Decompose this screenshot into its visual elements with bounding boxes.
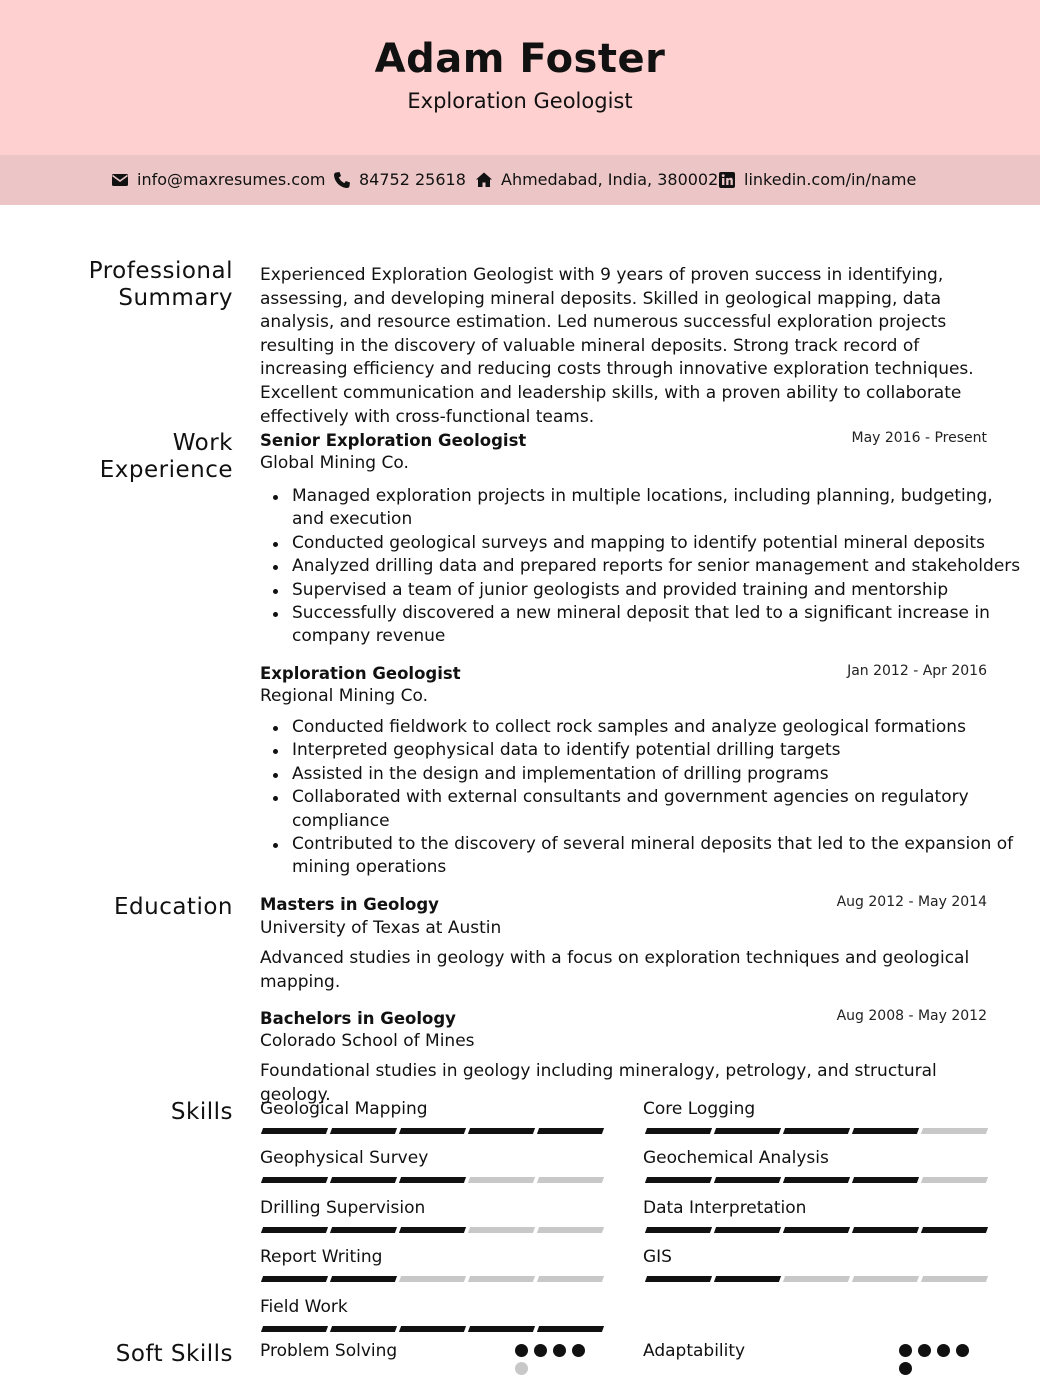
- skill-level-segment: [714, 1177, 781, 1183]
- job-title: Senior Exploration Geologist: [260, 431, 527, 450]
- skill-level-segment: [468, 1128, 535, 1134]
- degree-description: Foundational studies in geology including mineralogy, petrology, and structural geology.: [260, 1061, 937, 1105]
- skill-level-segment: [921, 1177, 988, 1183]
- skill-level-segment: [261, 1128, 328, 1134]
- soft-skill-dot: [899, 1362, 912, 1375]
- skill-rating-bar: [646, 1177, 988, 1183]
- skill-level-segment: [399, 1227, 466, 1233]
- skill-level-segment: [330, 1276, 397, 1282]
- skill-level-segment: [714, 1276, 781, 1282]
- skill-level-segment: [783, 1128, 850, 1134]
- skill-level-segment: [330, 1227, 397, 1233]
- skill-name: Field Work: [260, 1297, 348, 1317]
- contact-phone-text: 84752 25618: [359, 170, 466, 189]
- skill-name: Geological Mapping: [260, 1099, 428, 1119]
- soft-skill-name: Adaptability: [643, 1341, 746, 1361]
- skill-level-segment: [783, 1177, 850, 1183]
- contact-email-text: info@maxresumes.com: [137, 170, 326, 189]
- list-item: Collaborated with external consultants and government agencies on regulatory compliance: [292, 786, 1022, 833]
- job-title: Exploration Geologist: [260, 664, 461, 683]
- degree-title: Bachelors in Geology: [260, 1009, 456, 1028]
- job-bullets: [260, 485, 1022, 649]
- soft-skill-dot: [572, 1344, 585, 1357]
- skill-level-segment: [852, 1276, 919, 1282]
- section-title-education: Education: [113, 894, 233, 920]
- list-item: Managed exploration projects in multiple locations, including planning, budgeting, and execution: [292, 485, 1022, 532]
- job-dates: May 2016 - Present: [851, 430, 987, 446]
- candidate-name: Adam Foster: [374, 36, 666, 82]
- resume-header: [0, 0, 1040, 155]
- skill-level-segment: [645, 1128, 712, 1134]
- skill-level-segment: [783, 1276, 850, 1282]
- phone-icon: [333, 171, 351, 189]
- soft-skill-rating: [899, 1344, 979, 1360]
- degree-dates: Aug 2008 - May 2012: [836, 1008, 987, 1024]
- skill-level-segment: [399, 1177, 466, 1183]
- envelope-icon: [111, 171, 129, 189]
- skill-name: Data Interpretation: [643, 1198, 807, 1218]
- skill-rating-bar: [646, 1227, 988, 1233]
- section-title-work: Work Experience: [99, 430, 233, 483]
- summary-text: Experienced Exploration Geologist with 9 years of proven success in identifying, assessing, and developing mineral deposits. Skilled in geological mapping, data analysis, and resource estimation. Led numerous successful exploration projects resulting in the discovery of valuable mineral deposits. Strong track record of increasing efficiency and reducing costs through innovative exploration techniques. Excellent communication and leadership skills, with a proven ability to collaborate effectively with cross-functional teams.: [260, 265, 974, 427]
- skill-level-segment: [645, 1227, 712, 1233]
- skill-level-segment: [783, 1227, 850, 1233]
- skill-level-segment: [261, 1276, 328, 1282]
- skill-level-segment: [537, 1326, 604, 1332]
- degree-dates: Aug 2012 - May 2014: [836, 894, 987, 910]
- soft-skill-dot: [899, 1344, 912, 1357]
- skill-rating-bar: [262, 1227, 604, 1233]
- section-title-summary: Professional Summary: [88, 258, 233, 311]
- skill-level-segment: [468, 1227, 535, 1233]
- soft-skill-dot: [918, 1344, 931, 1357]
- skill-rating-bar: [646, 1276, 988, 1282]
- skill-level-segment: [468, 1177, 535, 1183]
- skill-level-segment: [714, 1128, 781, 1134]
- skill-level-segment: [537, 1177, 604, 1183]
- soft-skill-dot: [534, 1344, 547, 1357]
- list-item: Successfully discovered a new mineral deposit that led to a significant increase in company revenue: [292, 602, 1022, 649]
- skill-level-segment: [261, 1227, 328, 1233]
- soft-skill-rating: [515, 1344, 595, 1360]
- skill-rating-bar: [646, 1128, 988, 1134]
- linkedin-icon: [718, 171, 736, 189]
- soft-skill-dot: [956, 1344, 969, 1357]
- skill-rating-bar: [262, 1128, 604, 1134]
- soft-skill-dot: [937, 1344, 950, 1357]
- degree-school: Colorado School of Mines: [260, 1031, 475, 1051]
- skill-level-segment: [468, 1326, 535, 1332]
- skill-name: GIS: [643, 1247, 672, 1267]
- contact-linkedin-text: linkedin.com/in/name: [744, 170, 917, 189]
- skill-level-segment: [537, 1128, 604, 1134]
- skill-level-segment: [399, 1326, 466, 1332]
- job-bullets: [260, 716, 1022, 880]
- skill-level-segment: [537, 1227, 604, 1233]
- degree-school: University of Texas at Austin: [260, 918, 502, 938]
- skill-level-segment: [921, 1276, 988, 1282]
- skill-level-segment: [261, 1326, 328, 1332]
- skill-level-segment: [330, 1128, 397, 1134]
- section-title-soft-skills: Soft Skills: [115, 1341, 233, 1367]
- soft-skill-name: Problem Solving: [260, 1341, 398, 1361]
- soft-skill-dot: [553, 1344, 566, 1357]
- skill-level-segment: [921, 1128, 988, 1134]
- job-dates: Jan 2012 - Apr 2016: [847, 663, 987, 679]
- skill-level-segment: [852, 1177, 919, 1183]
- degree-title: Masters in Geology: [260, 895, 439, 914]
- job-company: Global Mining Co.: [260, 453, 409, 473]
- skill-name: Report Writing: [260, 1247, 383, 1267]
- skill-level-segment: [645, 1276, 712, 1282]
- candidate-title: Exploration Geologist: [407, 89, 633, 113]
- skill-level-segment: [537, 1276, 604, 1282]
- skill-level-segment: [852, 1227, 919, 1233]
- skill-level-segment: [468, 1276, 535, 1282]
- skill-level-segment: [261, 1177, 328, 1183]
- degree-description: Advanced studies in geology with a focus on exploration techniques and geological mapping.: [260, 948, 970, 992]
- contact-address-text: Ahmedabad, India, 380002: [501, 170, 719, 189]
- skill-rating-bar: [262, 1276, 604, 1282]
- skill-rating-bar: [262, 1326, 604, 1332]
- skill-level-segment: [399, 1128, 466, 1134]
- list-item: Analyzed drilling data and prepared reports for senior management and stakeholders: [292, 555, 1022, 578]
- skill-level-segment: [330, 1326, 397, 1332]
- list-item: Assisted in the design and implementation of drilling programs: [292, 763, 1022, 786]
- skill-rating-bar: [262, 1177, 604, 1183]
- skill-level-segment: [714, 1227, 781, 1233]
- list-item: Conducted geological surveys and mapping to identify potential mineral deposits: [292, 532, 1022, 555]
- list-item: Contributed to the discovery of several mineral deposits that led to the expansion of mining operations: [292, 833, 1022, 880]
- job-company: Regional Mining Co.: [260, 686, 428, 706]
- skill-level-segment: [921, 1227, 988, 1233]
- skill-name: Geochemical Analysis: [643, 1148, 829, 1168]
- home-icon: [475, 171, 493, 189]
- list-item: Conducted fieldwork to collect rock samples and analyze geological formations: [292, 716, 1022, 739]
- soft-skill-dot: [515, 1344, 528, 1357]
- skill-name: Core Logging: [643, 1099, 756, 1119]
- list-item: Interpreted geophysical data to identify potential drilling targets: [292, 739, 1022, 762]
- soft-skill-dot: [515, 1362, 528, 1375]
- skill-level-segment: [399, 1276, 466, 1282]
- section-title-skills: Skills: [170, 1099, 233, 1125]
- skill-name: Geophysical Survey: [260, 1148, 429, 1168]
- skill-level-segment: [645, 1177, 712, 1183]
- list-item: Supervised a team of junior geologists and provided training and mentorship: [292, 579, 1022, 602]
- skill-name: Drilling Supervision: [260, 1198, 426, 1218]
- skill-level-segment: [330, 1177, 397, 1183]
- skill-level-segment: [852, 1128, 919, 1134]
